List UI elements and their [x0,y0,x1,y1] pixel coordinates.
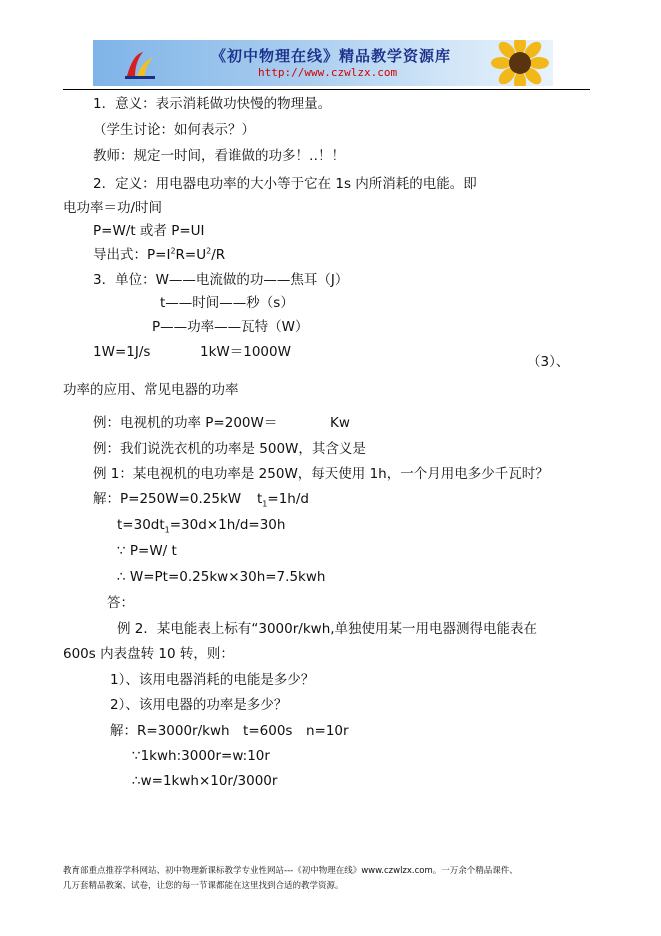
banner-title: 《初中物理在线》精品教学资源库 [211,47,452,65]
answer-label: 答： [107,595,134,611]
footer-line-2: 几万套精品教案、试卷，让您的每一节课都能在这里找到合适的教学资源。 [63,881,344,891]
example-1-question: 例 1：某电视机的电功率是 250W，每天使用 1h，一个月用电多少千瓦时？ [93,466,549,482]
header-banner [93,40,553,86]
example-2-part-1: 1）、该用电器消耗的电能是多少？ [110,672,315,688]
definition-line: 2．定义：用电器电功率的大小等于它在 1s 内所消耗的电能。即 [93,176,477,192]
solution-1-step-2: $t=30dt_1=30d\times 1h/d=30h$ [117,517,286,535]
solution-1-step-1b: $t_1=1h/d$ [257,491,309,509]
solution-1-step-3: ∵ P=W/ t [117,543,177,559]
example-tv-unit: Kw [330,415,350,431]
example-washer: 例：我们说洗衣机的功率是 500W，其含义是 [93,441,366,457]
footer-line-1: 教育部重点推荐学科网站、初中物理新课标教学专业性网站---《初中物理在线》www.czwlzx.com。一万余个精品课件、 [63,866,518,876]
meaning-line: 1．意义：表示消耗做功快慢的物理量。 [93,96,332,112]
unit-p-line: P——功率——瓦特（W） [152,319,309,335]
teacher-line: 教师：规定一时间，看谁做的功多！‥！！ [93,148,346,164]
example-2-question: 例 2．某电能表上标有“3000r/kwh,单独使用某一用电器测得电能表在 [117,621,538,637]
power-formula: P=W/t 或者 P=UI [93,223,205,239]
power-formula-words: 电功率＝功/时间 [63,200,163,216]
example-2-question-cont: 600s 内表盘转 10 转，则： [63,646,234,662]
section-number: （3）、 [527,354,570,370]
example-tv-power: 例：电视机的功率 P=200W＝ [93,415,278,431]
site-logo-icon [123,48,157,82]
sunflower-icon [491,40,549,86]
unit-w-line: 3．单位：W——电流做的功——焦耳（J） [93,272,349,288]
unit-conversion-2: 1kW＝1000W [200,344,291,360]
solution-1-step-1: 解：P=250W=0.25kW [93,491,242,507]
header-divider [63,89,590,90]
derived-formula: 导出式：$P=I^2R=U^2/R$ [93,246,226,263]
solution-1-step-4: ∴ W=Pt=0.25kw×30h=7.5kwh [117,569,326,585]
solution-2-step-2: ∵1kwh:3000r=w:10r [132,748,270,764]
section-title: 功率的应用、常见电器的功率 [63,382,239,398]
solution-2-step-3: ∴w=1kwh×10r/3000r [132,773,278,789]
solution-2-step-1: 解：R=3000r/kwh t=600s n=10r [110,723,349,739]
student-discussion-line: （学生讨论：如何表示？） [93,122,255,138]
unit-conversion-1: 1W=1J/s [93,344,151,360]
example-2-part-2: 2）、该用电器的功率是多少？ [110,697,288,713]
unit-t-line: t——时间——秒（s） [160,295,294,311]
banner-url[interactable]: http://www.czwlzx.com [258,66,398,79]
